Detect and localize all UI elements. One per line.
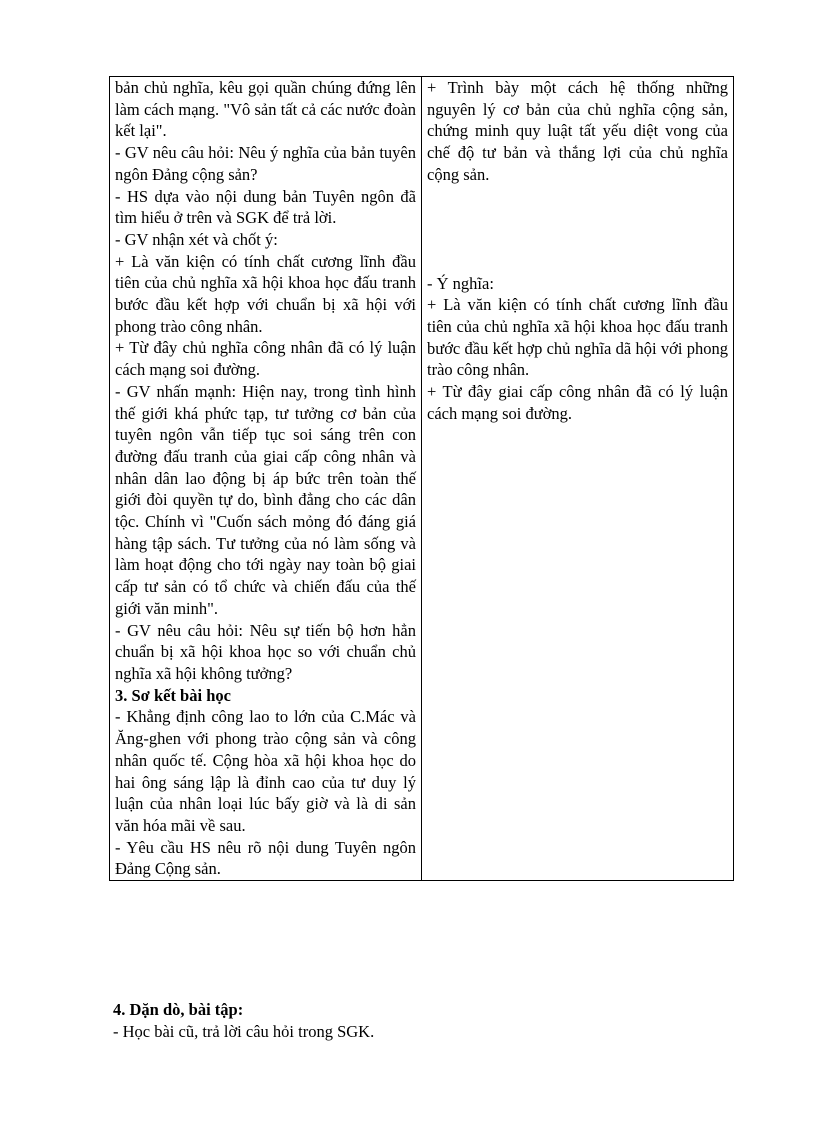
communist-principles-text: + Trình bày một cách hệ thống những nguyên lý cơ bản của chủ nghĩa cộng sản, chứng minh quy luật tất yếu diệt vong của chế độ tư bản và thắng lợi của chủ nghĩa cộng sản. [427, 78, 728, 184]
content-cell [422, 77, 734, 881]
activity-paragraph: - Yêu cầu HS nêu rõ nội dung Tuyên ngôn Đảng Cộng sản. [115, 837, 416, 879]
teacher-student-activities-cell [110, 77, 422, 881]
activity-paragraph: - Khẳng định công lao to lớn của C.Mác và Ăng-ghen với phong trào cộng sản và công nhân quốc tế. Cộng hòa xã hội khoa học do hai ông sáng lập là đỉnh cao của tư duy lý luận của nhân loại lúc bấy giờ và là di sản văn hóa mãi về sau. [115, 707, 416, 835]
homework-section [113, 999, 733, 1043]
table-row [110, 77, 734, 881]
spacer [427, 186, 728, 273]
activity-paragraph: + Là văn kiện có tính chất cương lĩnh đầu tiên của chủ nghĩa xã hội khoa học đấu tranh bước đầu kết hợp với chuẩn bị xã hội với phong trào công nhân. [115, 251, 416, 336]
activity-paragraph: - GV nêu câu hỏi: Nêu ý nghĩa của bản tuyên ngôn Đảng cộng sản? [115, 143, 416, 184]
meaning-point-1: + Là văn kiện có tính chất cương lĩnh đầu tiên của chủ nghĩa xã hội khoa học đấu tranh bước đầu kết hợp chủ nghĩa dã hội với phong trào công nhân. [427, 295, 728, 380]
left-column-content [115, 77, 416, 880]
meaning-point-2: + Từ đây giai cấp công nhân đã có lý luận cách mạng soi đường. [427, 382, 728, 423]
lesson-plan-table [109, 76, 734, 881]
activity-paragraph: - GV nhận xét và chốt ý: [115, 229, 278, 249]
activity-paragraph: - GV nhấn mạnh: Hiện nay, trong tình hình thế giới khá phức tạp, tư tưởng cơ bản của tuyên ngôn vẫn tiếp tục soi sáng trên con đường đấu tranh của giai cấp công nhân và nhân dân lao động bị áp bức trên toàn thế giới đòi quyền tự do, bình đẳng cho các dân tộc. Chính vì "Cuốn sách mỏng đó đáng giá hàng tập sách. Tư tưởng của nó làm sống và làm hoạt động cho tới ngày nay toàn bộ giai cấp tư sản có tổ chức và chiến đấu của thế giới văn minh". [115, 381, 416, 618]
activity-paragraph: - GV nêu câu hỏi: Nêu sự tiến bộ hơn hẳn chuẩn bị xã hội khoa học so với chuẩn chủ nghĩa xã hội không tưởng? [115, 620, 416, 683]
homework-heading: 4. Dặn dò, bài tập: [113, 1000, 244, 1019]
meaning-heading: - Ý nghĩa: [427, 273, 494, 293]
activity-paragraph: + Từ đây chủ nghĩa công nhân đã có lý luận cách mạng soi đường. [115, 338, 416, 380]
section-heading: 3. Sơ kết bài học [115, 685, 231, 705]
activity-paragraph: bản chủ nghĩa, kêu gọi quần chúng đứng lên làm cách mạng. "Vô sản tất cả các nước đoàn kết lại". [115, 78, 416, 141]
activity-paragraph: - HS dựa vào nội dung bản Tuyên ngôn đã tìm hiểu ở trên và SGK để trả lời. [115, 186, 416, 228]
homework-item: - Học bài cũ, trả lời câu hỏi trong SGK. [113, 1022, 375, 1041]
